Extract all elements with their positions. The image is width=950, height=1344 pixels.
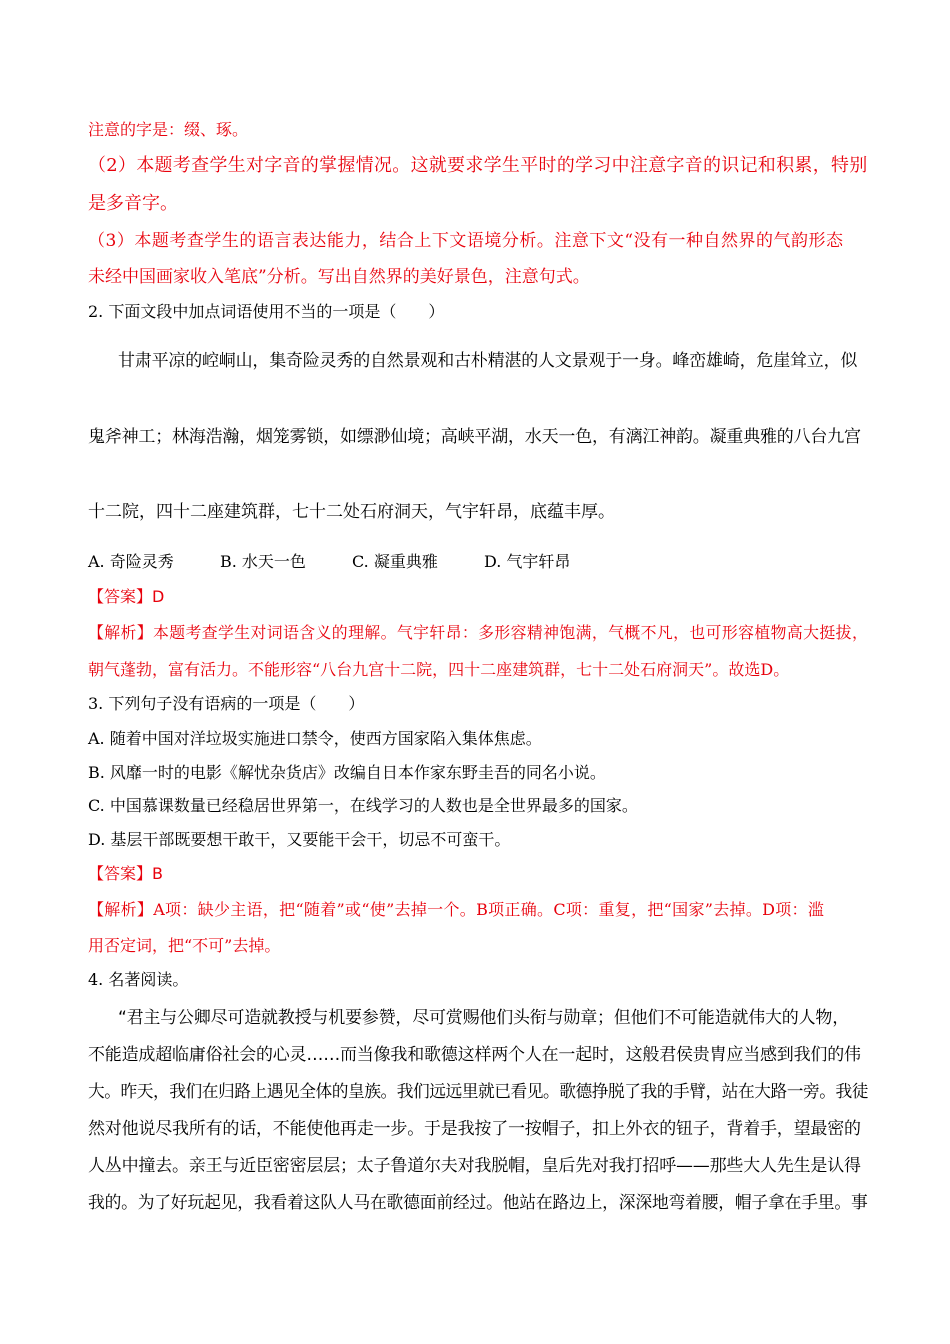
explanation-2-line: 朝气蓬勃，富有活力。不能形容“八台九宫十二院，四十二座建筑群，七十二处石府洞天”。故选D。 — [88, 660, 790, 679]
reading-line: 不能造成超临庸俗社会的心灵……而当像我和歌德这样两个人在一起时，这般君侯贵胄应当感到我们的伟 — [88, 1045, 861, 1065]
option-a: A. 奇险灵秀 — [88, 552, 174, 571]
passage-line: 甘肃平凉的崆峒山，集奇险灵秀的自然景观和古朴精湛的人文景观于一身。峰峦雄崎，危崖耸立，似 — [118, 351, 858, 371]
reading-line: 人丛中撞去。亲王与近臣密密层层；太子鲁道尔夫对我脱帽，皇后先对我打招呼——那些大人先生是认得 — [88, 1156, 861, 1176]
option-a: A. 随着中国对洋垃圾实施进口禁令，使西方国家陷入集体焦虑。 — [88, 729, 542, 748]
reading-line: “君主与公卿尽可造就教授与机要参赞，尽可赏赐他们头衔与勋章；但他们不可能造就伟大的人物， — [118, 1008, 850, 1028]
explanation-line: 是多音字。 — [88, 193, 178, 214]
passage-line: 鬼斧神工；林海浩瀚，烟笼雾锁，如缥渺仙境；高峡平湖，水天一色，有漓江神韵。凝重典雅的八台九宫 — [88, 427, 861, 447]
question-2-stem: 2. 下面文段中加点词语使用不当的一项是（ ） — [88, 302, 445, 321]
passage-line: 十二院，四十二座建筑群，七十二处石府洞天，气宇轩昂，底蕴丰厚。 — [88, 502, 615, 522]
option-d: D. 气宇轩昂 — [484, 552, 571, 571]
explanation-line: 注意的字是：缀、琢。 — [88, 120, 249, 139]
option-c: C. 中国慕课数量已经稳居世界第一，在线学习的人数也是全世界最多的国家。 — [88, 796, 638, 815]
option-b: B. 水天一色 — [220, 552, 306, 571]
explanation-line: （2）本题考查学生对字音的掌握情况。这就要求学生平时的学习中注意字音的识记和积累，特别 — [88, 155, 868, 176]
explanation-3-line: 用否定词，把“不可”去掉。 — [88, 936, 281, 955]
explanation-3-line: 【解析】A项：缺少主语，把“随着”或“使”去掉一个。B项正确。C项：重复，把“国家”去掉。D项：滥 — [88, 900, 825, 919]
question-4-stem: 4. 名著阅读。 — [88, 970, 189, 989]
answer-2: 【答案】D — [88, 587, 165, 606]
reading-line: 我的。为了好玩起见，我看着这队人马在歌德面前经过。他站在路边上，深深地弯着腰，帽子拿在手里。事 — [88, 1193, 868, 1213]
reading-line: 然对他说尽我所有的话，不能使他再走一步。于是我按了一按帽子，扣上外衣的钮子，背着手，望最密的 — [88, 1119, 861, 1139]
explanation-line: （3）本题考查学生的语言表达能力，结合上下文语境分析。注意下文“没有一种自然界的气韵形态 — [88, 231, 844, 251]
option-d: D. 基层干部既要想干敢干，又要能干会干，切忌不可蛮干。 — [88, 830, 511, 849]
option-c: C. 凝重典雅 — [352, 552, 438, 571]
explanation-line: 未经中国画家收入笔底”分析。写出自然界的美好景色，注意句式。 — [88, 267, 590, 287]
reading-line: 大。昨天，我们在归路上遇见全体的皇族。我们远远里就已看见。歌德挣脱了我的手臂，站在大路一旁。我徒 — [88, 1082, 868, 1102]
option-b: B. 风靡一时的电影《解忧杂货店》改编自日本作家东野圭吾的同名小说。 — [88, 763, 606, 782]
explanation-2-line: 【解析】本题考查学生对词语含义的理解。气宇轩昂：多形容精神饱满，气概不凡，也可形容植物高大挺拔， — [88, 623, 869, 642]
question-2-options — [88, 549, 570, 572]
answer-3: 【答案】B — [88, 864, 163, 883]
question-3-stem: 3. 下列句子没有语病的一项是（ ） — [88, 694, 365, 713]
